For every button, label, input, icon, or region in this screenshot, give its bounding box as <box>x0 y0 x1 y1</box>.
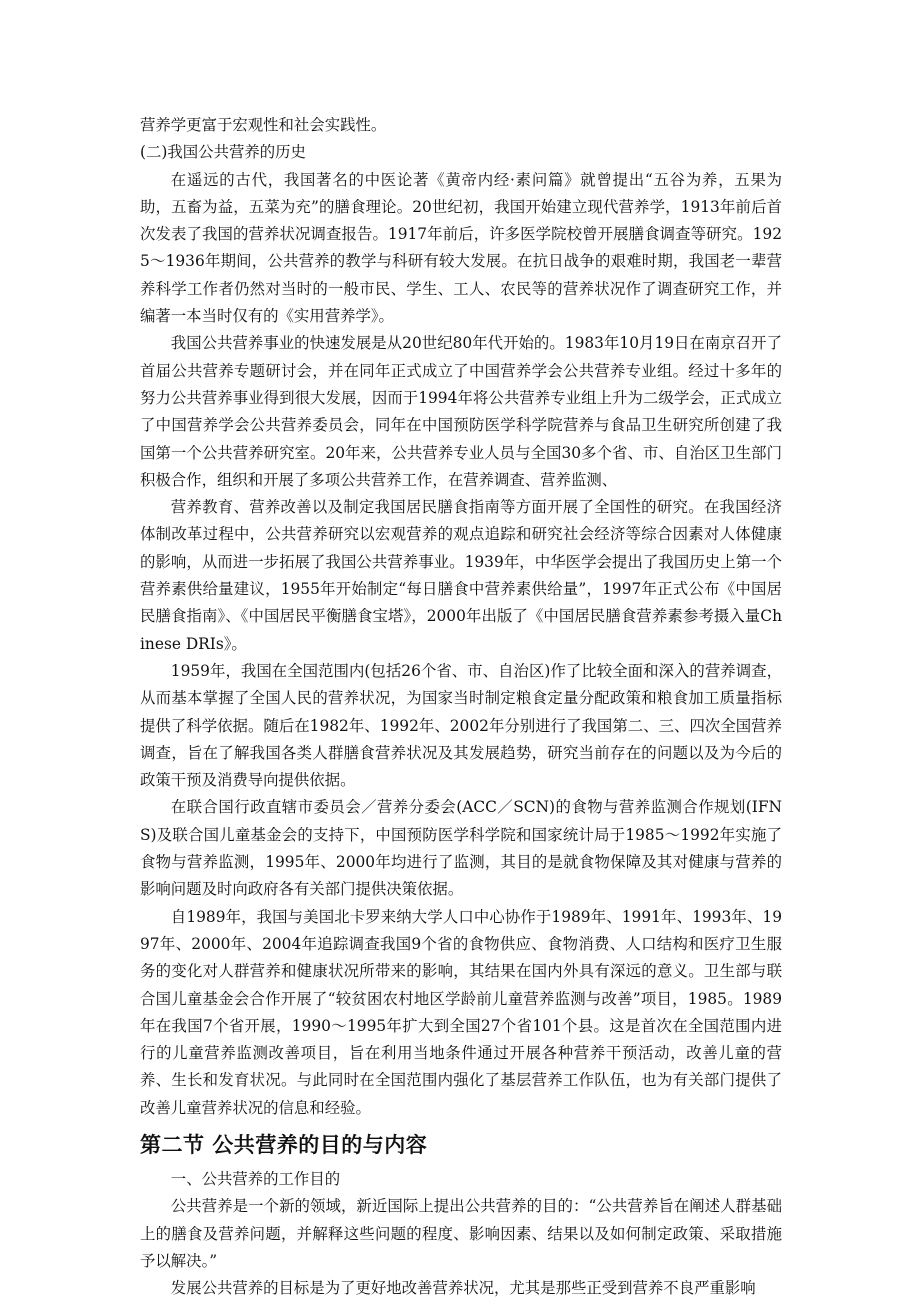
paragraph-purpose-definition: 公共营养是一个新的领域，新近国际上提出公共营养的目的：“公共营养旨在阐述人群基础上的膳食及营养问题，并解释这些问题的程度、影响因素、结果以及如何制定政策、采取措施予以解决。” <box>140 1197 782 1270</box>
subsection-title-purpose: 一、公共营养的工作目的 <box>170 1169 341 1188</box>
paragraph-ancient-history: 在遥远的古代，我国著名的中医论著《黄帝内经·素问篇》就曾提出“五谷为养，五果为助，五畜为益，五菜为充”的膳食理论。20世纪初，我国开始建立现代营养学，1913年前后首次发表了我国的营养状况调查报告。1917年前后，许多医学院校曾开展膳食调查等研究。1925～1936年期间，公共营养的教学与科研有较大发展。在抗日战争的艰难时期，我国老一辈营养科学工作者仍然对当时的一般市民、学生、工人、农民等的营养状况作了调查研究工作，并编著一本当时仅有的《实用营养学》。 <box>140 170 782 326</box>
section-heading: 第二节 公共营养的目的与内容 <box>140 1132 428 1157</box>
paragraph-rapid-development: 我国公共营养事业的快速发展是从20世纪80年代开始的。1983年10月19日在南京召开了首届公共营养专题研讨会，并在同年正式成立了中国营养学会公共营养专业组。经过十多年的努力公共营养事业得到很大发展，因而于1994年将公共营养专业组上升为二级学会，正式成立了中国营养学会公共营养委员会，同年在中国预防医学科学院营养与食品卫生研究所创建了我国第一个公共营养研究室。20年来，公共营养专业人员与全国30多个省、市、自治区卫生部门积极合作，组织和开展了多项公共营养工作，在营养调查、营养监测、 <box>140 334 782 489</box>
paragraph-continuation: 营养学更富于宏观性和社会实践性。 <box>140 116 387 134</box>
paragraph-goal: 发展公共营养的目标是为了更好地改善营养状况，尤其是那些正受到营养不良严重影响 <box>170 1279 756 1298</box>
paragraph-international-cooperation: 自1989年，我国与美国北卡罗来纳大学人口中心协作于1989年、1991年、1993年、1997年、2000年、2004年追踪调查我国9个省的食物供应、食物消费、人口结构和医疗卫生服务的变化对人群营养和健康状况所带来的影响，其结果在国内外具有深远的意义。卫生部与联合国儿童基金会合作开展了“较贫困农村地区学龄前儿童营养监测与改善”项目，1985。1989年在我国7个省开展，1990～1995年扩大到全国27个省101个县。这是首次在全国范围内进行的儿童营养监测改善项目，旨在利用当地条件通过开展各种营养干预活动，改善儿童的营养、生长和发育状况。与此同时在全国范围内强化了基层营养工作队伍，也为有关部门提供了改善儿童营养状况的信息和经验。 <box>140 907 782 1117</box>
subsection-title-history: (二)我国公共营养的历史 <box>140 143 306 162</box>
paragraph-national-research: 营养教育、营养改善以及制定我国居民膳食指南等方面开展了全国性的研究。在我国经济体制改革过程中，公共营养研究以宏观营养的观点追踪和研究社会经济等综合因素对人体健康的影响，从而进一步拓展了我国公共营养事业。1939年，中华医学会提出了我国历史上第一个营养素供给量建议，1955年开始制定“每日膳食中营养素供给量”，1997年正式公布《中国居民膳食指南》、《中国居民平衡膳食宝塔》，2000年出版了《中国居民膳食营养素参考摄入量Chinese DRIs》。 <box>140 498 782 653</box>
paragraph-nutrition-survey: 1959年，我国在全国范围内(包括26个省、市、自治区)作了比较全面和深入的营养调查，从而基本掌握了全国人民的营养状况，为国家当时制定粮食定量分配政策和粮食加工质量指标提供了科学依据。随后在1982年、1992年、2002年分别进行了我国第二、三、四次全国营养调查，旨在了解我国各类人群膳食营养状况及其发展趋势，研究当前存在的问题以及为今后的政策干预及消费导向提供依据。 <box>140 661 782 790</box>
document-body <box>140 112 782 1302</box>
paragraph-food-monitoring: 在联合国行政直辖市委员会／营养分委会(ACC／SCN)的食物与营养监测合作规划(IFNS)及联合国儿童基金会的支持下，中国预防医学科学院和国家统计局于1985～1992年实施了食物与营养监测，1995年、2000年均进行了监测，其目的是就食物保障及其对健康与营养的影响问题及时向政府各有关部门提供决策依据。 <box>140 798 782 899</box>
